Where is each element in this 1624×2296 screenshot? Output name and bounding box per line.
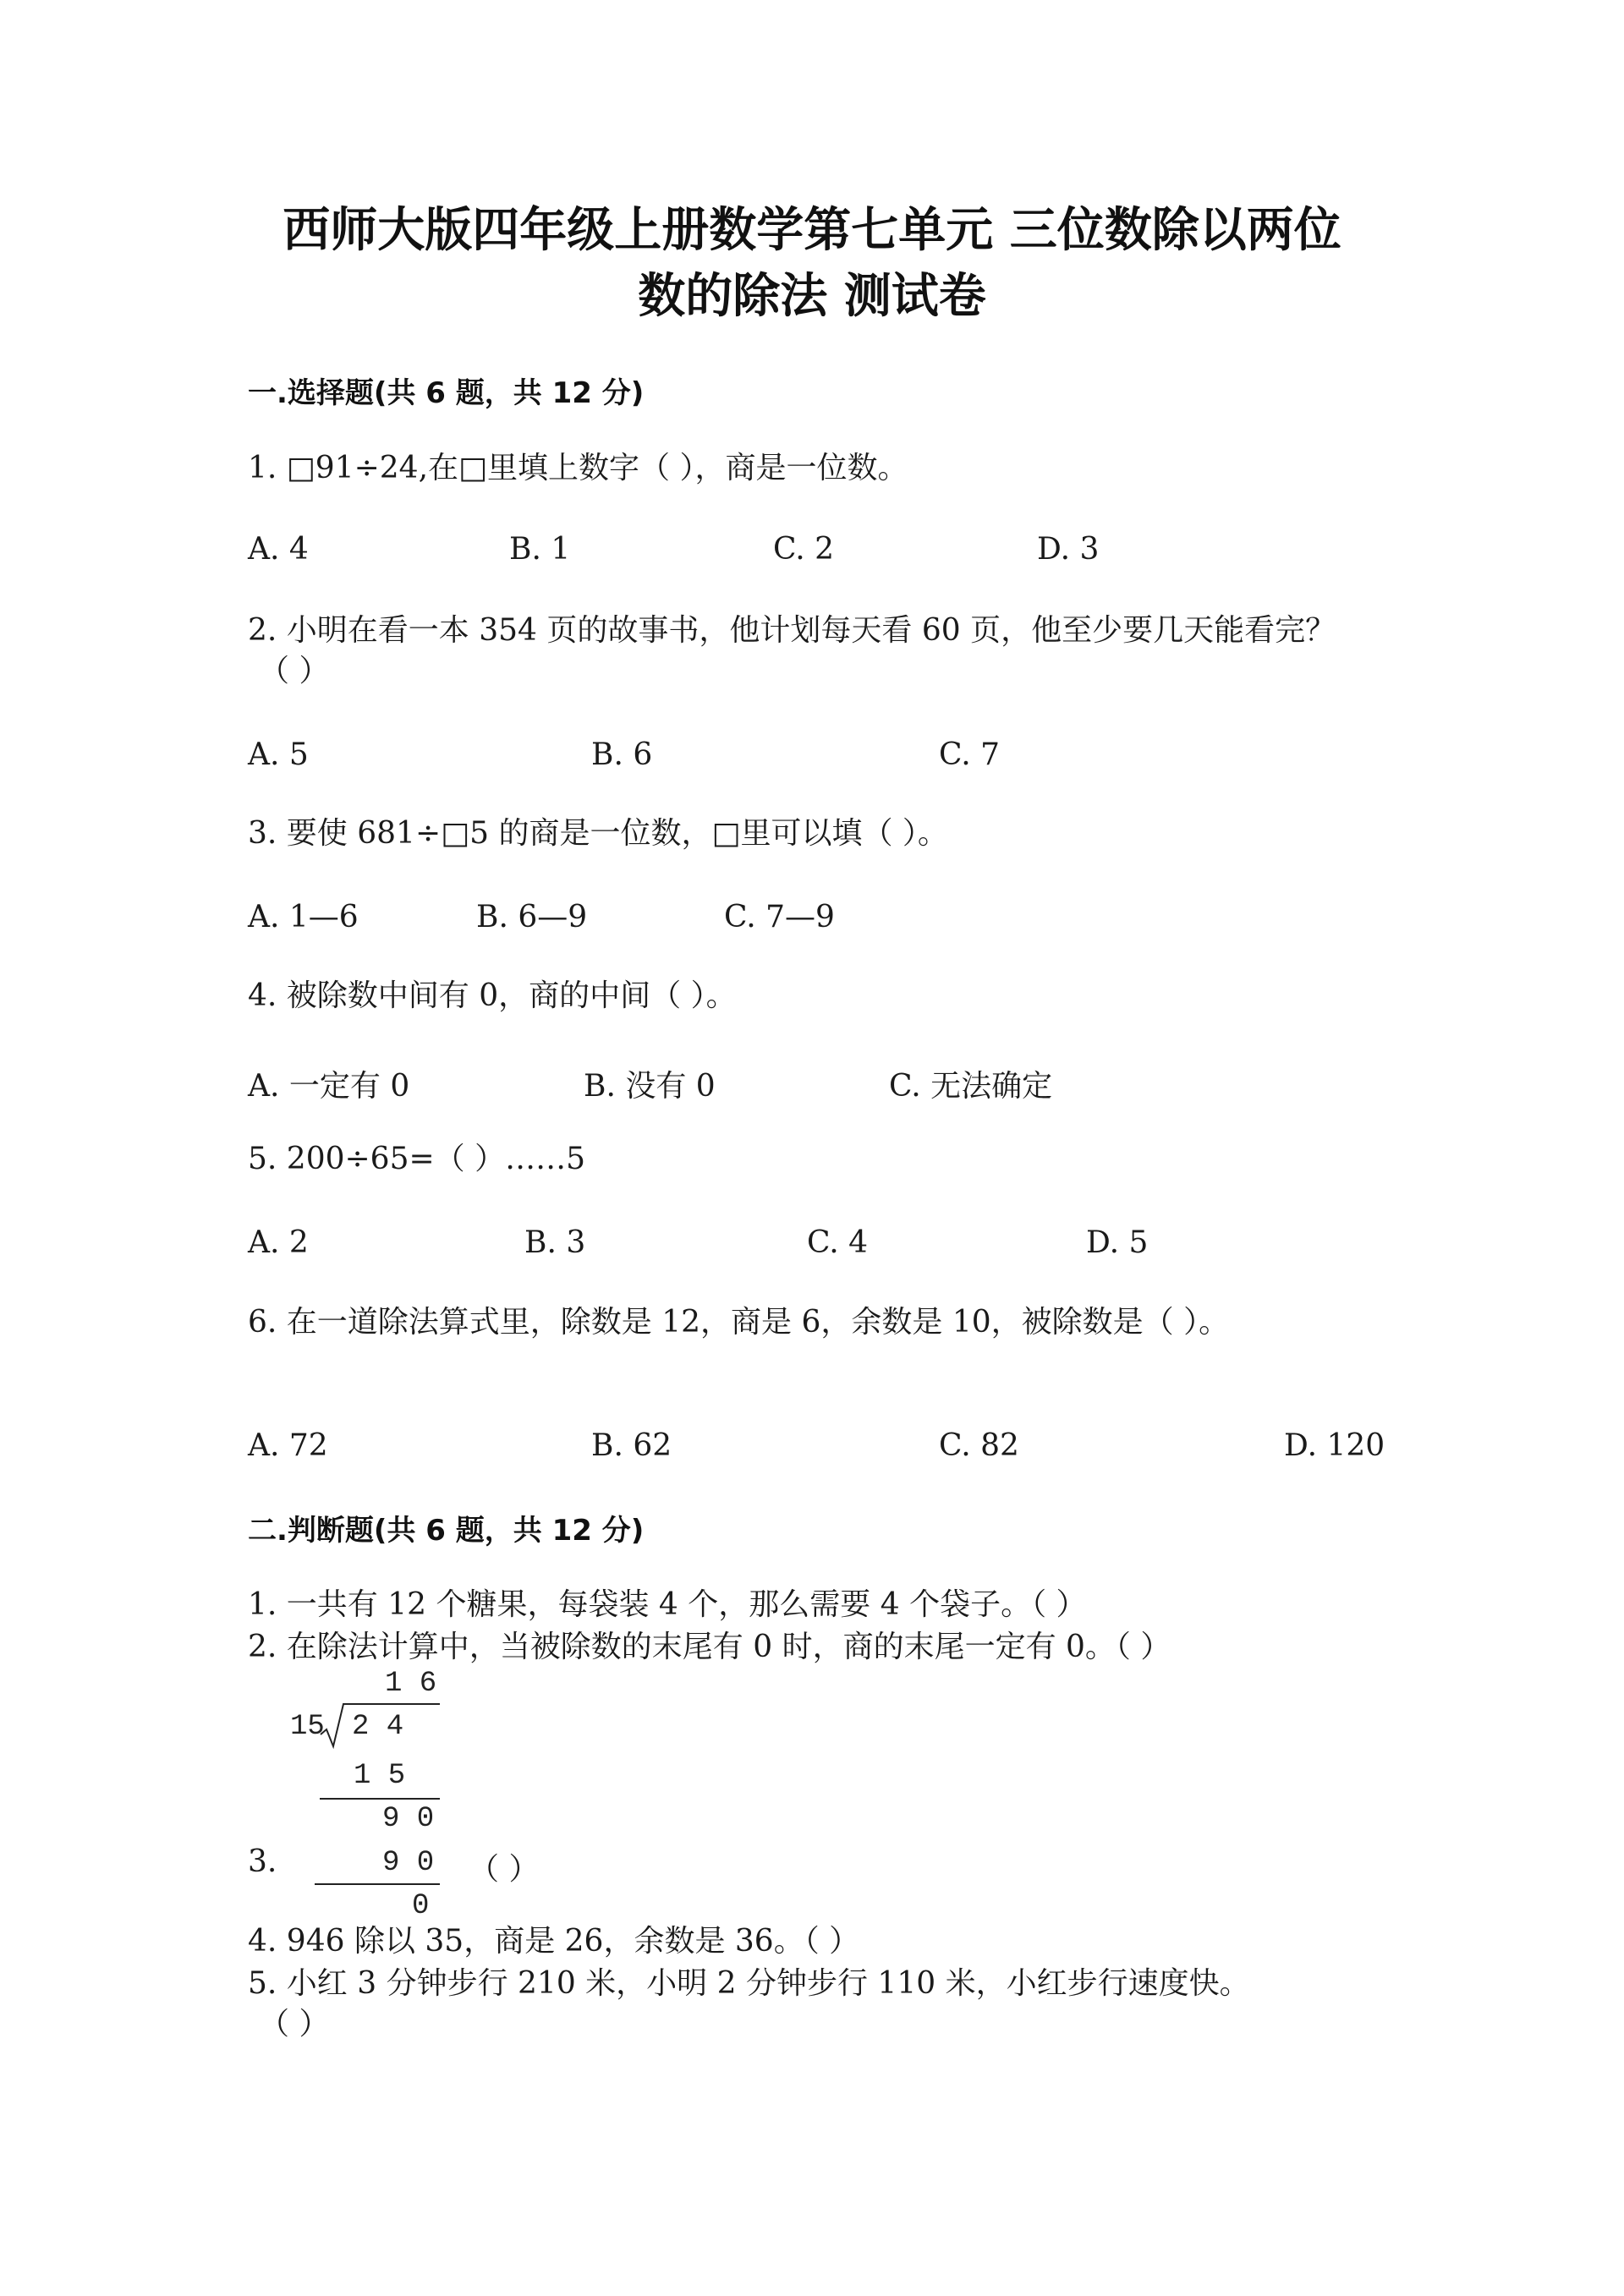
division-dividend: 2 4 [352, 1711, 404, 1743]
question-3-option-b: B. 6—9 [476, 900, 588, 934]
question-3-option-a: A. 1—6 [248, 900, 359, 934]
division-remainder-2: 0 [412, 1890, 430, 1922]
judge-item-4: 4. 946 除以 35，商是 26，余数是 36。（ ） [248, 1924, 860, 1959]
division-quotient: 1 6 [385, 1668, 437, 1700]
division-remainder-1: 9 0 [382, 1803, 435, 1835]
question-4-option-b: B. 没有 0 [584, 1069, 716, 1104]
division-step-2: 9 0 [382, 1847, 435, 1879]
question-2: 2. 小明在看一本 354 页的故事书，他计划每天看 60 页，他至少要几天能看完？ [248, 613, 1336, 648]
question-6-option-b: B. 62 [591, 1428, 672, 1463]
question-1: 1. □91÷24,在□里填上数字（ ），商是一位数。 [248, 451, 908, 485]
division-step-1: 1 5 [354, 1760, 406, 1792]
division-line-2 [315, 1883, 440, 1885]
question-4: 4. 被除数中间有 0，商的中间（ ）。 [248, 978, 737, 1013]
division-divisor: 15 [290, 1711, 325, 1743]
question-3-option-c: C. 7—9 [724, 900, 835, 934]
judge-item-1: 1. 一共有 12 个糖果，每袋装 4 个，那么需要 4 个袋子。（ ） [248, 1587, 1087, 1622]
question-5-option-a: A. 2 [248, 1225, 309, 1260]
question-2-option-b: B. 6 [591, 737, 653, 772]
section-1-heading: 一.选择题(共 6 题，共 12 分) [248, 376, 645, 410]
question-4-option-a: A. 一定有 0 [248, 1069, 410, 1104]
question-1-option-a: A. 4 [248, 532, 309, 567]
question-5-option-c: C. 4 [807, 1225, 869, 1260]
judge-item-3-paren: （ ） [469, 1852, 540, 1887]
judge-item-5: 5. 小红 3 分钟步行 210 米，小明 2 分钟步行 110 米，小红步行速度快。 [248, 1966, 1250, 2001]
section-2-heading: 二.判断题(共 6 题，共 12 分) [248, 1514, 645, 1548]
question-3: 3. 要使 681÷□5 的商是一位数，□里可以填（ ）。 [248, 816, 948, 851]
question-1-option-b: B. 1 [509, 532, 571, 567]
question-2-paren: （ ） [259, 654, 330, 688]
question-6-option-c: C. 82 [939, 1428, 1019, 1463]
question-2-option-c: C. 7 [939, 737, 1001, 772]
judge-item-3: 3. [248, 1844, 277, 1879]
question-1-option-c: C. 2 [773, 532, 835, 567]
division-line-1 [320, 1798, 440, 1800]
question-6-option-d: D. 120 [1284, 1428, 1385, 1463]
question-2-option-a: A. 5 [248, 737, 309, 772]
question-6-option-a: A. 72 [248, 1428, 328, 1463]
judge-item-2: 2. 在除法计算中，当被除数的末尾有 0 时，商的末尾一定有 0。（ ） [248, 1630, 1171, 1664]
judge-item-5-paren: （ ） [259, 2007, 330, 2041]
question-5-option-b: B. 3 [524, 1225, 586, 1260]
question-5-option-d: D. 5 [1086, 1225, 1149, 1260]
title-line-1: 西师大版四年级上册数学第七单元 三位数除以两位 [283, 203, 1341, 258]
question-4-option-c: C. 无法确定 [889, 1069, 1053, 1104]
question-1-option-d: D. 3 [1037, 532, 1100, 567]
question-6: 6. 在一道除法算式里，除数是 12，商是 6，余数是 10，被除数是（ ）。 [248, 1305, 1230, 1340]
title-line-2: 数的除法 测试卷 [638, 269, 986, 324]
question-5: 5. 200÷65=（ ）……5 [248, 1142, 585, 1176]
